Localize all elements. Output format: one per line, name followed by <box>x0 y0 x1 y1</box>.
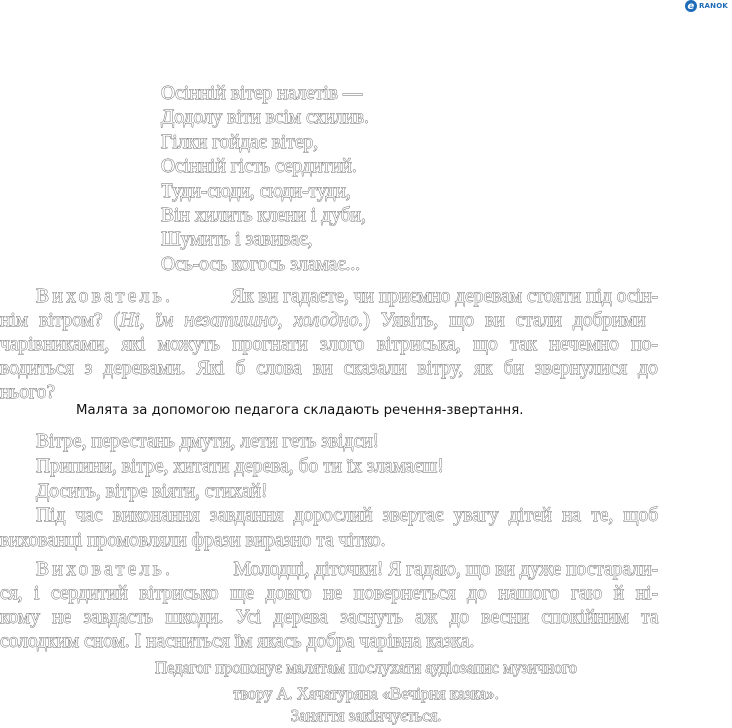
logo-e-icon: e <box>685 0 697 12</box>
poem-line: Він хилить клени і дуби, <box>161 205 366 227</box>
ending-line-2: твору А. Хачатуряна «Вечірня казка». <box>233 684 499 703</box>
para1-text: Як ви гадаєте, чи приємно деревам стояти під осін- <box>231 286 658 307</box>
poem-line: Осінній гість сердитий. <box>161 156 357 178</box>
phrase-1: Вітре, перестань дмути, лети геть звідси! <box>36 431 380 452</box>
para3-text: Молодці, діточки! Я гадаю, що ви дуже постарали- <box>233 559 658 580</box>
speaker-label: Вихователь. <box>36 559 174 580</box>
poem <box>161 82 369 277</box>
para1-line-1 <box>36 285 658 309</box>
poem-line: Шумить і завиває, <box>161 229 313 251</box>
answer-italic: Ні, їм незатишно, холодно. <box>120 310 364 331</box>
speaker-label: Вихователь. <box>36 286 174 307</box>
para1-line-4: водиться з деревами. Які б слова ви сказали вітру, як би звернулися до <box>0 358 658 379</box>
para3-line-3: кому не завдасть шкоди. Усі дерева заснуть аж до весни спокійним та <box>0 607 659 628</box>
para2-line-2: вихованці промовляли фрази виразно та чітко. <box>0 530 386 551</box>
para3-line-2: ся, і сердитий вітрисько ще довго не повернеться до нашого гаю й ні- <box>0 583 659 604</box>
para1-text: нім вітром? ( <box>0 310 121 331</box>
ending-line-1: Педагог пропонує малятам послухати аудіозапис музичного <box>155 658 577 677</box>
para3-line-1 <box>36 558 658 582</box>
para1-line-2 <box>0 309 646 333</box>
para1-line-5: нього? <box>0 382 55 403</box>
phrase-3: Досить, вітре віяти, стихай! <box>36 481 268 502</box>
para1-line-3: чарівниками, які можуть прогнати злого вітриська, що так нечемно по- <box>0 334 658 355</box>
poem-line: Осінній вітер налетів — <box>161 83 363 104</box>
logo-text: RANOK <box>698 2 728 10</box>
poem-line: Туди-сюди, сюди-туди, <box>161 180 351 202</box>
phrase-2: Припини, вітре, хитати дерева, бо ти їх зламаєш! <box>36 456 444 477</box>
poem-line: Додолу віти всім схилив. <box>161 107 369 129</box>
para1-text: ) Уявіть, що ви стали добрими <box>363 310 646 331</box>
para3-line-4: солодким сном. І насниться їм якась добра чарівна казка. <box>0 631 475 652</box>
ending-line-3: Заняття закінчується. <box>290 706 442 725</box>
publisher-logo <box>685 0 728 12</box>
activity-note: Малята за допомогою педагога складають речення-звертання. <box>76 403 524 418</box>
para2-line-1: Під час виконання завдання дорослий звертає увагу дітей на те, щоб <box>36 505 659 526</box>
poem-line: Ось-ось когось зламає... <box>161 253 361 275</box>
poem-line: Гілки гойдає вітер, <box>161 131 319 153</box>
